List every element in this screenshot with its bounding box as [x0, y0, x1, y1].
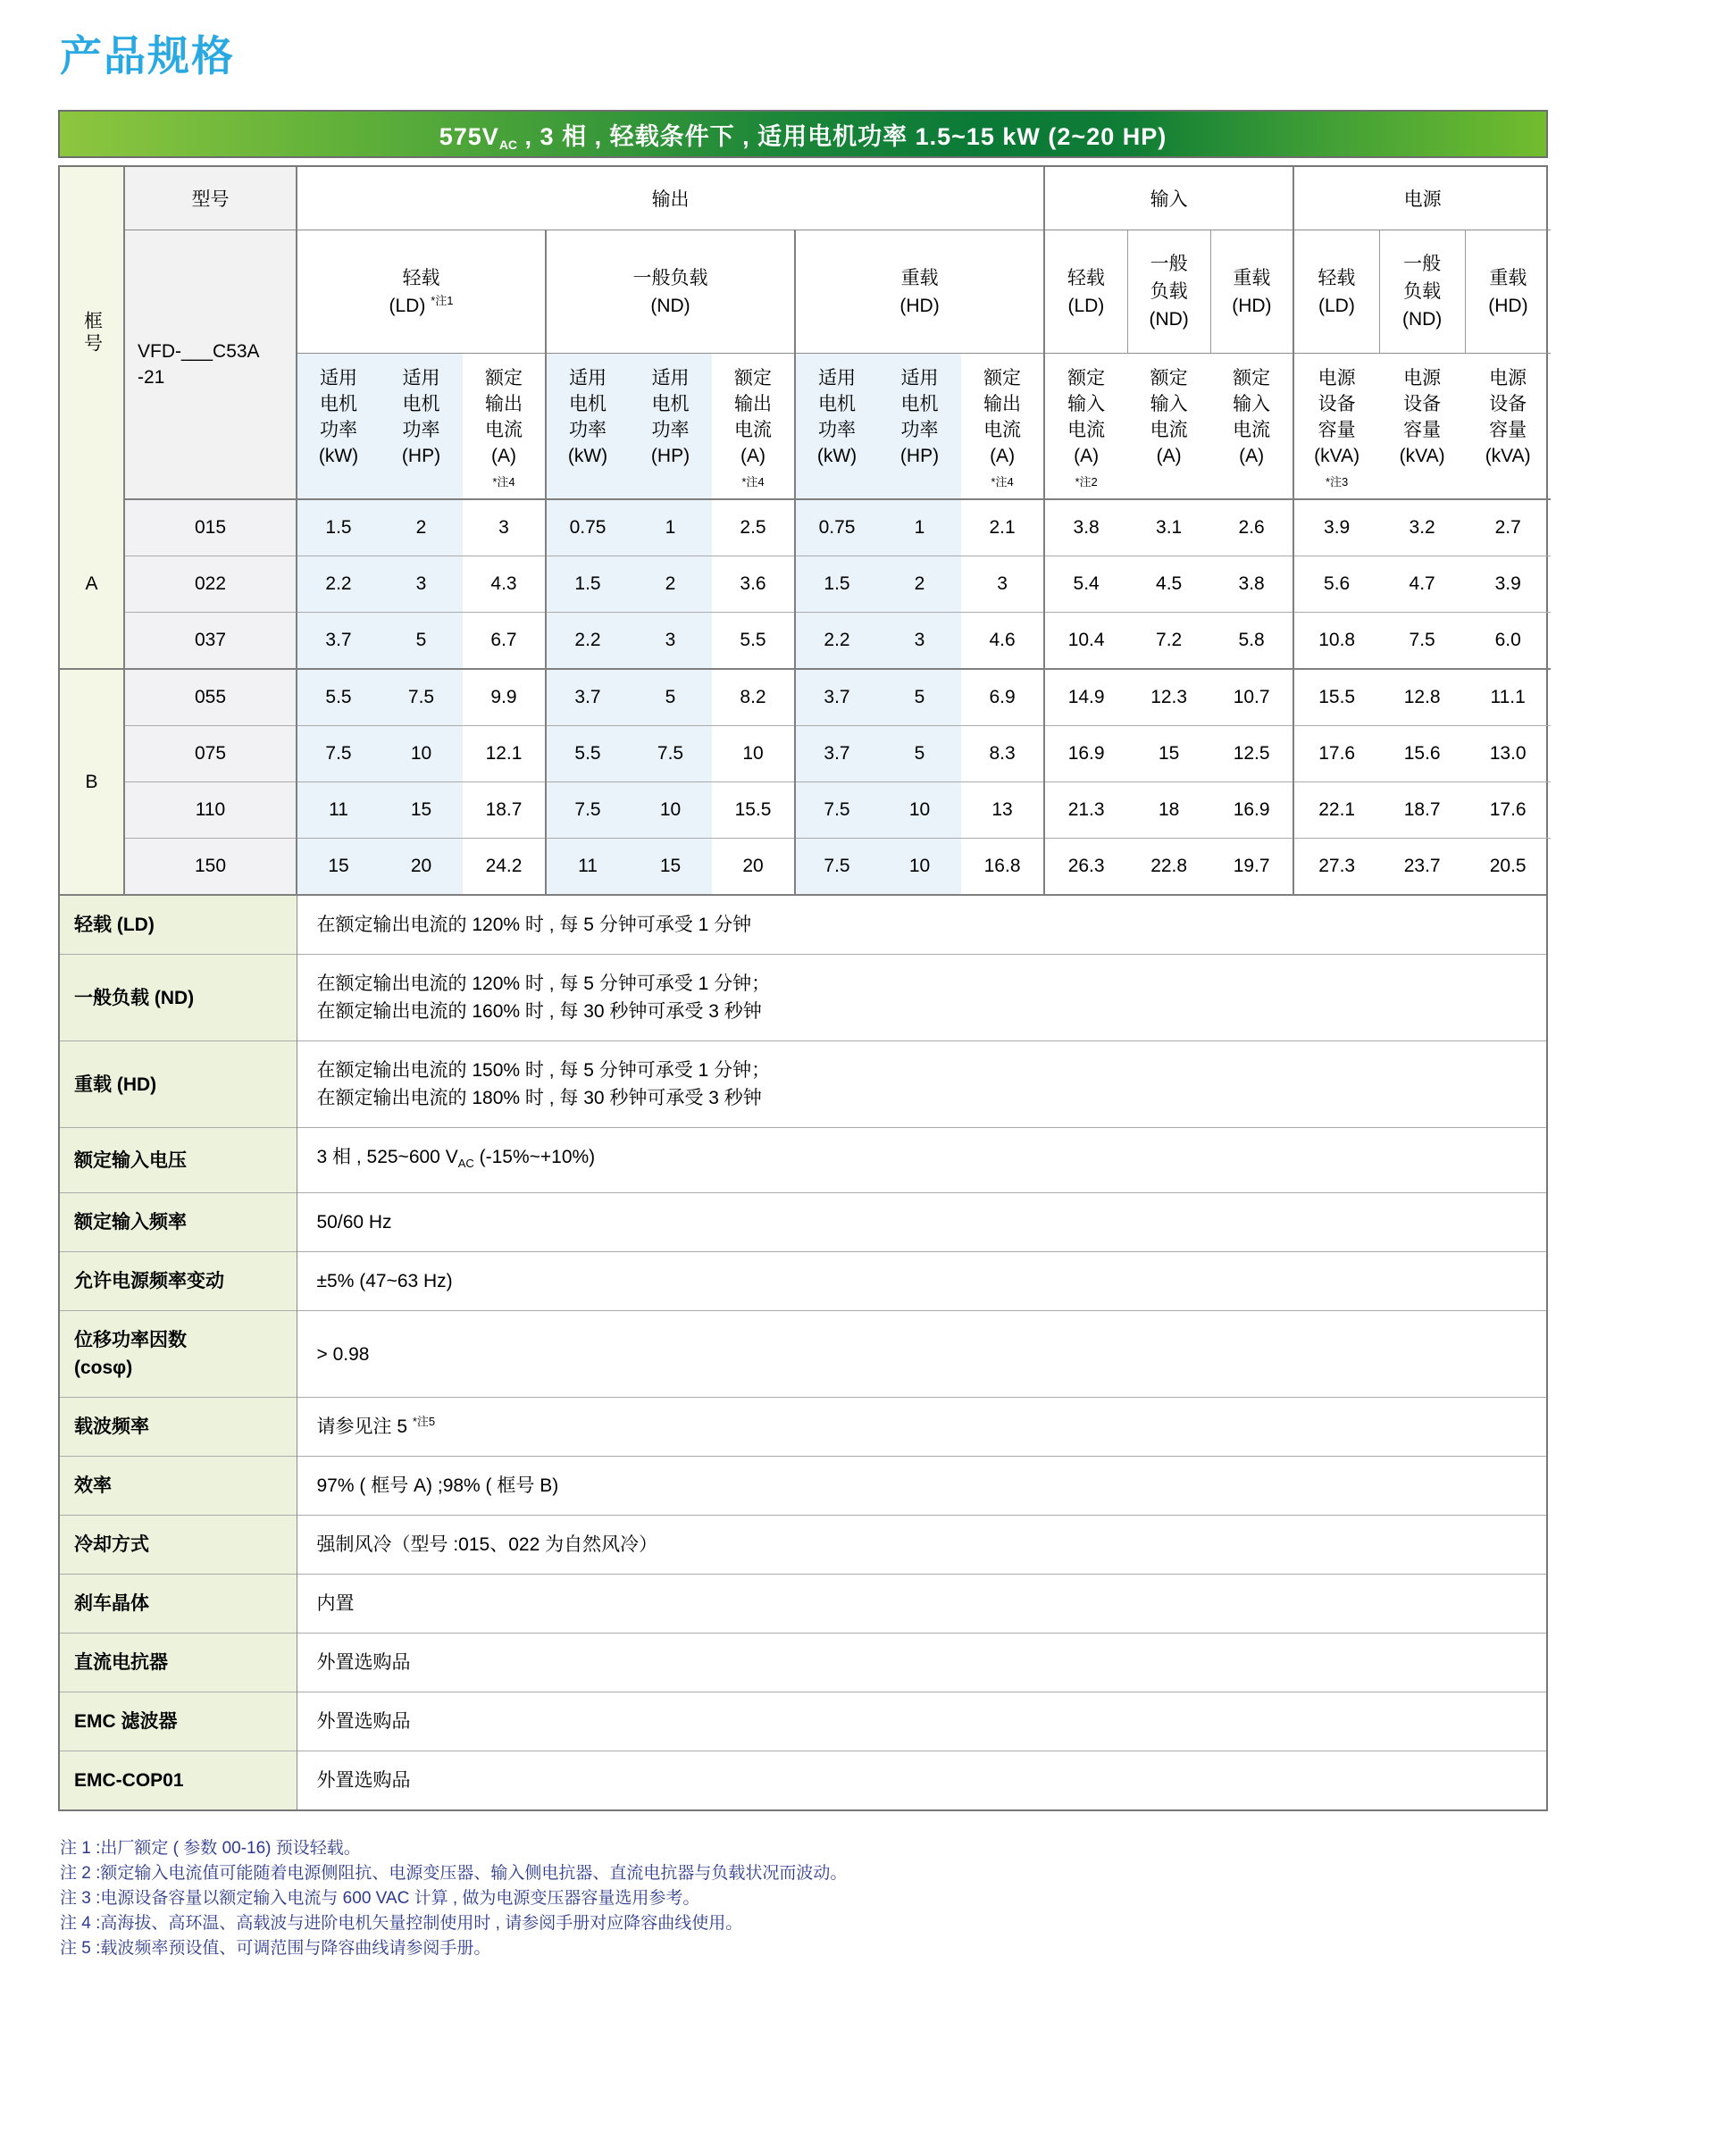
- value-cell: 20: [712, 839, 795, 895]
- section-header-3: 电源: [1293, 167, 1551, 230]
- value-cell: 24.2: [463, 839, 546, 895]
- footnote-line: 注 2 :额定输入电流值可能随着电源侧阻抗、电源变压器、输入侧电抗器、直流电抗器与负载状况而波动。: [60, 1864, 848, 1884]
- spec-label: 一般负载 (ND): [60, 955, 297, 1041]
- load-header: 一般 负载 (ND): [1379, 230, 1465, 354]
- value-cell: 22.8: [1127, 839, 1210, 895]
- value-cell: 21.3: [1044, 782, 1127, 839]
- table-row: [60, 726, 1551, 782]
- value-cell: 5.5: [712, 613, 795, 670]
- value-cell: 23.7: [1379, 839, 1465, 895]
- value-cell: 3: [961, 556, 1044, 613]
- model-cell: 055: [124, 669, 297, 726]
- load-header: 重载 (HD): [1210, 230, 1293, 354]
- column-header-note: *注2: [1075, 475, 1098, 489]
- header-row-sections: [60, 167, 1551, 230]
- value-cell: 5.5: [546, 726, 629, 782]
- spec-value: 在额定输出电流的 120% 时 , 每 5 分钟可承受 1 分钟: [297, 895, 1546, 955]
- spec-row: [60, 1128, 1546, 1193]
- spec-row: [60, 1692, 1546, 1751]
- spec-label: EMC 滤波器: [60, 1692, 297, 1751]
- value-cell: 3.8: [1210, 556, 1293, 613]
- page-title: 产品规格: [60, 32, 235, 79]
- column-header: 适用 电机 功率 (kW): [546, 354, 629, 500]
- column-header: 电源 设备 容量 (kVA) *注3: [1293, 354, 1379, 500]
- spec-row: [60, 1311, 1546, 1398]
- value-cell: 1.5: [546, 556, 629, 613]
- value-cell: 7.2: [1127, 613, 1210, 670]
- spec-row: [60, 1516, 1546, 1575]
- column-header: 适用 电机 功率 (HP): [878, 354, 961, 500]
- value-cell: 3: [498, 517, 509, 538]
- value-cell: 7.5: [795, 782, 878, 839]
- value-cell: 15: [380, 782, 463, 839]
- model-code: VFD-___C53A -21: [124, 230, 297, 500]
- column-header: 适用 电机 功率 (HP): [629, 354, 712, 500]
- table-row: [60, 839, 1551, 895]
- column-header: 适用 电机 功率 (HP): [380, 354, 463, 500]
- value-cell: 15.5: [712, 782, 795, 839]
- value-cell: 12.1: [463, 726, 546, 782]
- table-row: [60, 782, 1551, 839]
- spec-label: 效率: [60, 1457, 297, 1516]
- value-cell: 7.5: [546, 782, 629, 839]
- table-row: [60, 499, 1551, 556]
- column-header: 额定 输出 电流 (A) *注4: [961, 354, 1044, 500]
- spec-label: EMC-COP01: [60, 1751, 297, 1810]
- value-cell: 5: [629, 669, 712, 726]
- spec-label: 轻载 (LD): [60, 895, 297, 955]
- value-cell: 16.8: [961, 839, 1044, 895]
- column-header-note: *注3: [1326, 475, 1349, 489]
- spec-label: 载波频率: [60, 1398, 297, 1457]
- spec-value: 50/60 Hz: [297, 1193, 1546, 1252]
- spec-label: 冷却方式: [60, 1516, 297, 1575]
- spec-value: 强制风冷（型号 :015、022 为自然风冷）: [297, 1516, 1546, 1575]
- value-cell: 0.75: [546, 499, 629, 556]
- model-cell: 022: [124, 556, 297, 613]
- value-cell: 11: [546, 839, 629, 895]
- value-cell: 18.7: [1379, 782, 1465, 839]
- value-cell: 6.0: [1465, 613, 1551, 670]
- value-cell: 9.9: [463, 669, 546, 726]
- value-cell: 18.7: [463, 782, 546, 839]
- value-cell: 5: [380, 613, 463, 670]
- value-cell: 7.5: [380, 669, 463, 726]
- value-cell: 14.9: [1044, 669, 1127, 726]
- value-cell: 18: [1127, 782, 1210, 839]
- value-cell: 4.5: [1127, 556, 1210, 613]
- spec-value: 外置选购品: [297, 1634, 1546, 1692]
- value-cell: 3: [629, 613, 712, 670]
- value-cell: 2: [878, 556, 961, 613]
- value-cell: 5.8: [1210, 613, 1293, 670]
- spec-tablebox: [58, 165, 1548, 1811]
- value-cell: 13: [961, 782, 1044, 839]
- value-cell: 12.3: [1127, 669, 1210, 726]
- value-cell: 15: [1127, 726, 1210, 782]
- value-cell: 16.9: [1044, 726, 1127, 782]
- value-cell: 3: [878, 613, 961, 670]
- value-cell: 3.7: [546, 669, 629, 726]
- value-cell: 8.2: [712, 669, 795, 726]
- spec-value: 在额定输出电流的 120% 时 , 每 5 分钟可承受 1 分钟； 在额定输出电流的 160% 时 , 每 30 秒钟可承受 3 秒钟: [297, 955, 1546, 1041]
- value-cell: 22.1: [1293, 782, 1379, 839]
- load-header: 一般负载 (ND): [546, 230, 795, 354]
- column-header: 额定 输入 电流 (A) *注2: [1044, 354, 1127, 500]
- spec-value: 请参见注 5 $^{*注5}$: [297, 1398, 1546, 1457]
- spec-banner: [58, 110, 1548, 158]
- spec-value: ±5% (47~63 Hz): [297, 1252, 1546, 1311]
- model-cell: 110: [124, 782, 297, 839]
- load-header: 重载 (HD): [795, 230, 1044, 354]
- value-cell: 3.9: [1465, 556, 1551, 613]
- value-cell: 1: [629, 499, 712, 556]
- load-header: 一般 负载 (ND): [1127, 230, 1210, 354]
- value-cell: 11: [297, 782, 380, 839]
- footnotes: [60, 1836, 1548, 1961]
- value-cell: 4.6: [961, 613, 1044, 670]
- spec-label: 刹车晶体: [60, 1575, 297, 1634]
- value-cell: 4.3: [463, 556, 546, 613]
- value-cell: 20.5: [1465, 839, 1551, 895]
- value-cell: 12.5: [1210, 726, 1293, 782]
- value-cell: 2.2: [546, 613, 629, 670]
- footnote-line: 注 4 :高海拔、高环温、高载波与进阶电机矢量控制使用时 , 请参阅手册对应降容曲线使用。: [60, 1914, 743, 1934]
- spec-row: [60, 1751, 1546, 1810]
- value-cell: 3.7: [795, 669, 878, 726]
- value-cell: 0.75: [795, 499, 878, 556]
- value-cell: 10.8: [1293, 613, 1379, 670]
- column-header: 额定 输入 电流 (A): [1127, 354, 1210, 500]
- value-cell: 3.8: [1044, 499, 1127, 556]
- spec-row: [60, 1457, 1546, 1516]
- value-cell: 1.5: [795, 556, 878, 613]
- table-row: [60, 556, 1551, 613]
- frame-no-label: 框号: [81, 311, 103, 355]
- spec-label: 额定输入频率: [60, 1193, 297, 1252]
- spec-label: 允许电源频率变动: [60, 1252, 297, 1311]
- load-header: 重载 (HD): [1465, 230, 1551, 354]
- value-cell: 10.7: [1210, 669, 1293, 726]
- general-specs-table: [60, 894, 1546, 1809]
- spec-row: [60, 1041, 1546, 1128]
- value-cell: 2: [380, 499, 463, 556]
- load-header: 轻载 (LD) $^{*注1}$: [297, 230, 546, 354]
- spec-row: [60, 1252, 1546, 1311]
- value-cell: 5: [878, 726, 961, 782]
- value-cell: 15.6: [1379, 726, 1465, 782]
- value-cell: 6.7: [463, 613, 546, 670]
- spec-row: [60, 895, 1546, 955]
- value-cell: 7.5: [795, 839, 878, 895]
- value-cell: 10: [712, 726, 795, 782]
- spec-row: [60, 955, 1546, 1041]
- table-row: [60, 669, 1551, 726]
- value-cell: 3.9: [1293, 499, 1379, 556]
- column-header: 额定 输出 电流 (A) *注4: [712, 354, 795, 500]
- value-cell: 6.9: [961, 669, 1044, 726]
- column-header-note: *注4: [741, 475, 765, 489]
- spec-row: [60, 1575, 1546, 1634]
- value-cell: 2.2: [795, 613, 878, 670]
- frame-no-header: [60, 167, 124, 499]
- value-cell: 7.5: [297, 726, 380, 782]
- value-cell: 5.5: [297, 669, 380, 726]
- value-cell: 15: [297, 839, 380, 895]
- model-cell: 075: [124, 726, 297, 782]
- spec-row: [60, 1193, 1546, 1252]
- table-row: [60, 613, 1551, 670]
- load-header: 轻载 (LD): [1044, 230, 1127, 354]
- value-cell: 20: [380, 839, 463, 895]
- value-cell: 3.7: [795, 726, 878, 782]
- value-cell: 7.5: [1379, 613, 1465, 670]
- header-row-loads: [60, 230, 1551, 354]
- value-cell: 2.7: [1494, 517, 1521, 538]
- value-cell: 12.8: [1379, 669, 1465, 726]
- model-cell: 015: [124, 499, 297, 556]
- value-cell: 10.4: [1044, 613, 1127, 670]
- column-header-note: *注4: [492, 475, 515, 489]
- value-cell: 4.7: [1379, 556, 1465, 613]
- spec-label: 额定输入电压: [60, 1128, 297, 1193]
- spec-label: 直流电抗器: [60, 1634, 297, 1692]
- model-header: 型号: [124, 167, 297, 230]
- value-cell: 10: [878, 839, 961, 895]
- model-cell: 037: [124, 613, 297, 670]
- value-cell: 10: [878, 782, 961, 839]
- column-header-note: *注4: [991, 475, 1014, 489]
- value-cell: 2.6: [1238, 517, 1265, 538]
- frame-cell: B: [60, 669, 124, 894]
- value-cell: 10: [629, 782, 712, 839]
- spec-value: 内置: [297, 1575, 1546, 1634]
- spec-value: 97% ( 框号 A) ;98% ( 框号 B): [297, 1457, 1546, 1516]
- frame-cell: A: [60, 499, 124, 669]
- load-header: 轻载 (LD): [1293, 230, 1379, 354]
- value-cell: 15.5: [1293, 669, 1379, 726]
- value-cell: 5.6: [1293, 556, 1379, 613]
- value-cell: 2.1: [989, 517, 1016, 538]
- value-cell: 2.2: [297, 556, 380, 613]
- spec-row: [60, 1398, 1546, 1457]
- section-header-2: 输入: [1044, 167, 1293, 230]
- value-cell: 10: [380, 726, 463, 782]
- column-header: 额定 输出 电流 (A) *注4: [463, 354, 546, 500]
- value-cell: 2.5: [740, 517, 766, 538]
- spec-label: 重载 (HD): [60, 1041, 297, 1128]
- column-header: 额定 输入 电流 (A): [1210, 354, 1293, 500]
- spec-value: 外置选购品: [297, 1692, 1546, 1751]
- value-cell: 8.3: [961, 726, 1044, 782]
- footnote-line: 注 5 :载波频率预设值、可调范围与降容曲线请参阅手册。: [60, 1939, 491, 1959]
- value-cell: 27.3: [1293, 839, 1379, 895]
- value-cell: 19.7: [1210, 839, 1293, 895]
- value-cell: 11.1: [1465, 669, 1551, 726]
- footnote-line: 注 3 :电源设备容量以额定输入电流与 600 VAC 计算 , 做为电源变压器容量选用参考。: [60, 1889, 700, 1909]
- spec-value: > 0.98: [297, 1311, 1546, 1398]
- value-cell: 15: [629, 839, 712, 895]
- spec-value: 在额定输出电流的 150% 时 , 每 5 分钟可承受 1 分钟； 在额定输出电流的 180% 时 , 每 30 秒钟可承受 3 秒钟: [297, 1041, 1546, 1128]
- value-cell: 7.5: [629, 726, 712, 782]
- value-cell: 5.4: [1044, 556, 1127, 613]
- value-cell: 3: [380, 556, 463, 613]
- value-cell: 16.9: [1210, 782, 1293, 839]
- column-header: 电源 设备 容量 (kVA): [1465, 354, 1551, 500]
- value-cell: 26.3: [1044, 839, 1127, 895]
- value-cell: 17.6: [1465, 782, 1551, 839]
- value-cell: 5: [878, 669, 961, 726]
- value-cell: 3.6: [712, 556, 795, 613]
- value-cell: 2: [629, 556, 712, 613]
- column-header: 电源 设备 容量 (kVA): [1379, 354, 1465, 500]
- value-cell: 13.0: [1465, 726, 1551, 782]
- value-cell: 3.2: [1409, 517, 1435, 538]
- column-header: 适用 电机 功率 (kW): [795, 354, 878, 500]
- section-header-1: 输出: [297, 167, 1044, 230]
- value-cell: 3.7: [297, 613, 380, 670]
- value-cell: 17.6: [1293, 726, 1379, 782]
- footnote-line: 注 1 :出厂额定 ( 参数 00-16) 预设轻载。: [60, 1839, 361, 1859]
- value-cell: 3.1: [1156, 517, 1183, 538]
- spec-row: [60, 1634, 1546, 1692]
- banner-title: $575V_{AC}$ , 3 相 , 轻载条件下 , 适用电机功率 1.5~15 kW (2~20 HP): [439, 122, 1167, 152]
- ratings-table: [60, 167, 1551, 894]
- spec-value: 3 相 , 525~600 $V_{AC}$ (-15%~+10%): [297, 1128, 1546, 1193]
- column-header: 适用 电机 功率 (kW): [297, 354, 380, 500]
- spec-label: 位移功率因数 (cosφ): [60, 1311, 297, 1398]
- value-cell: 1: [878, 499, 961, 556]
- value-cell: 1.5: [297, 499, 380, 556]
- spec-value: 外置选购品: [297, 1751, 1546, 1810]
- model-cell: 150: [124, 839, 297, 895]
